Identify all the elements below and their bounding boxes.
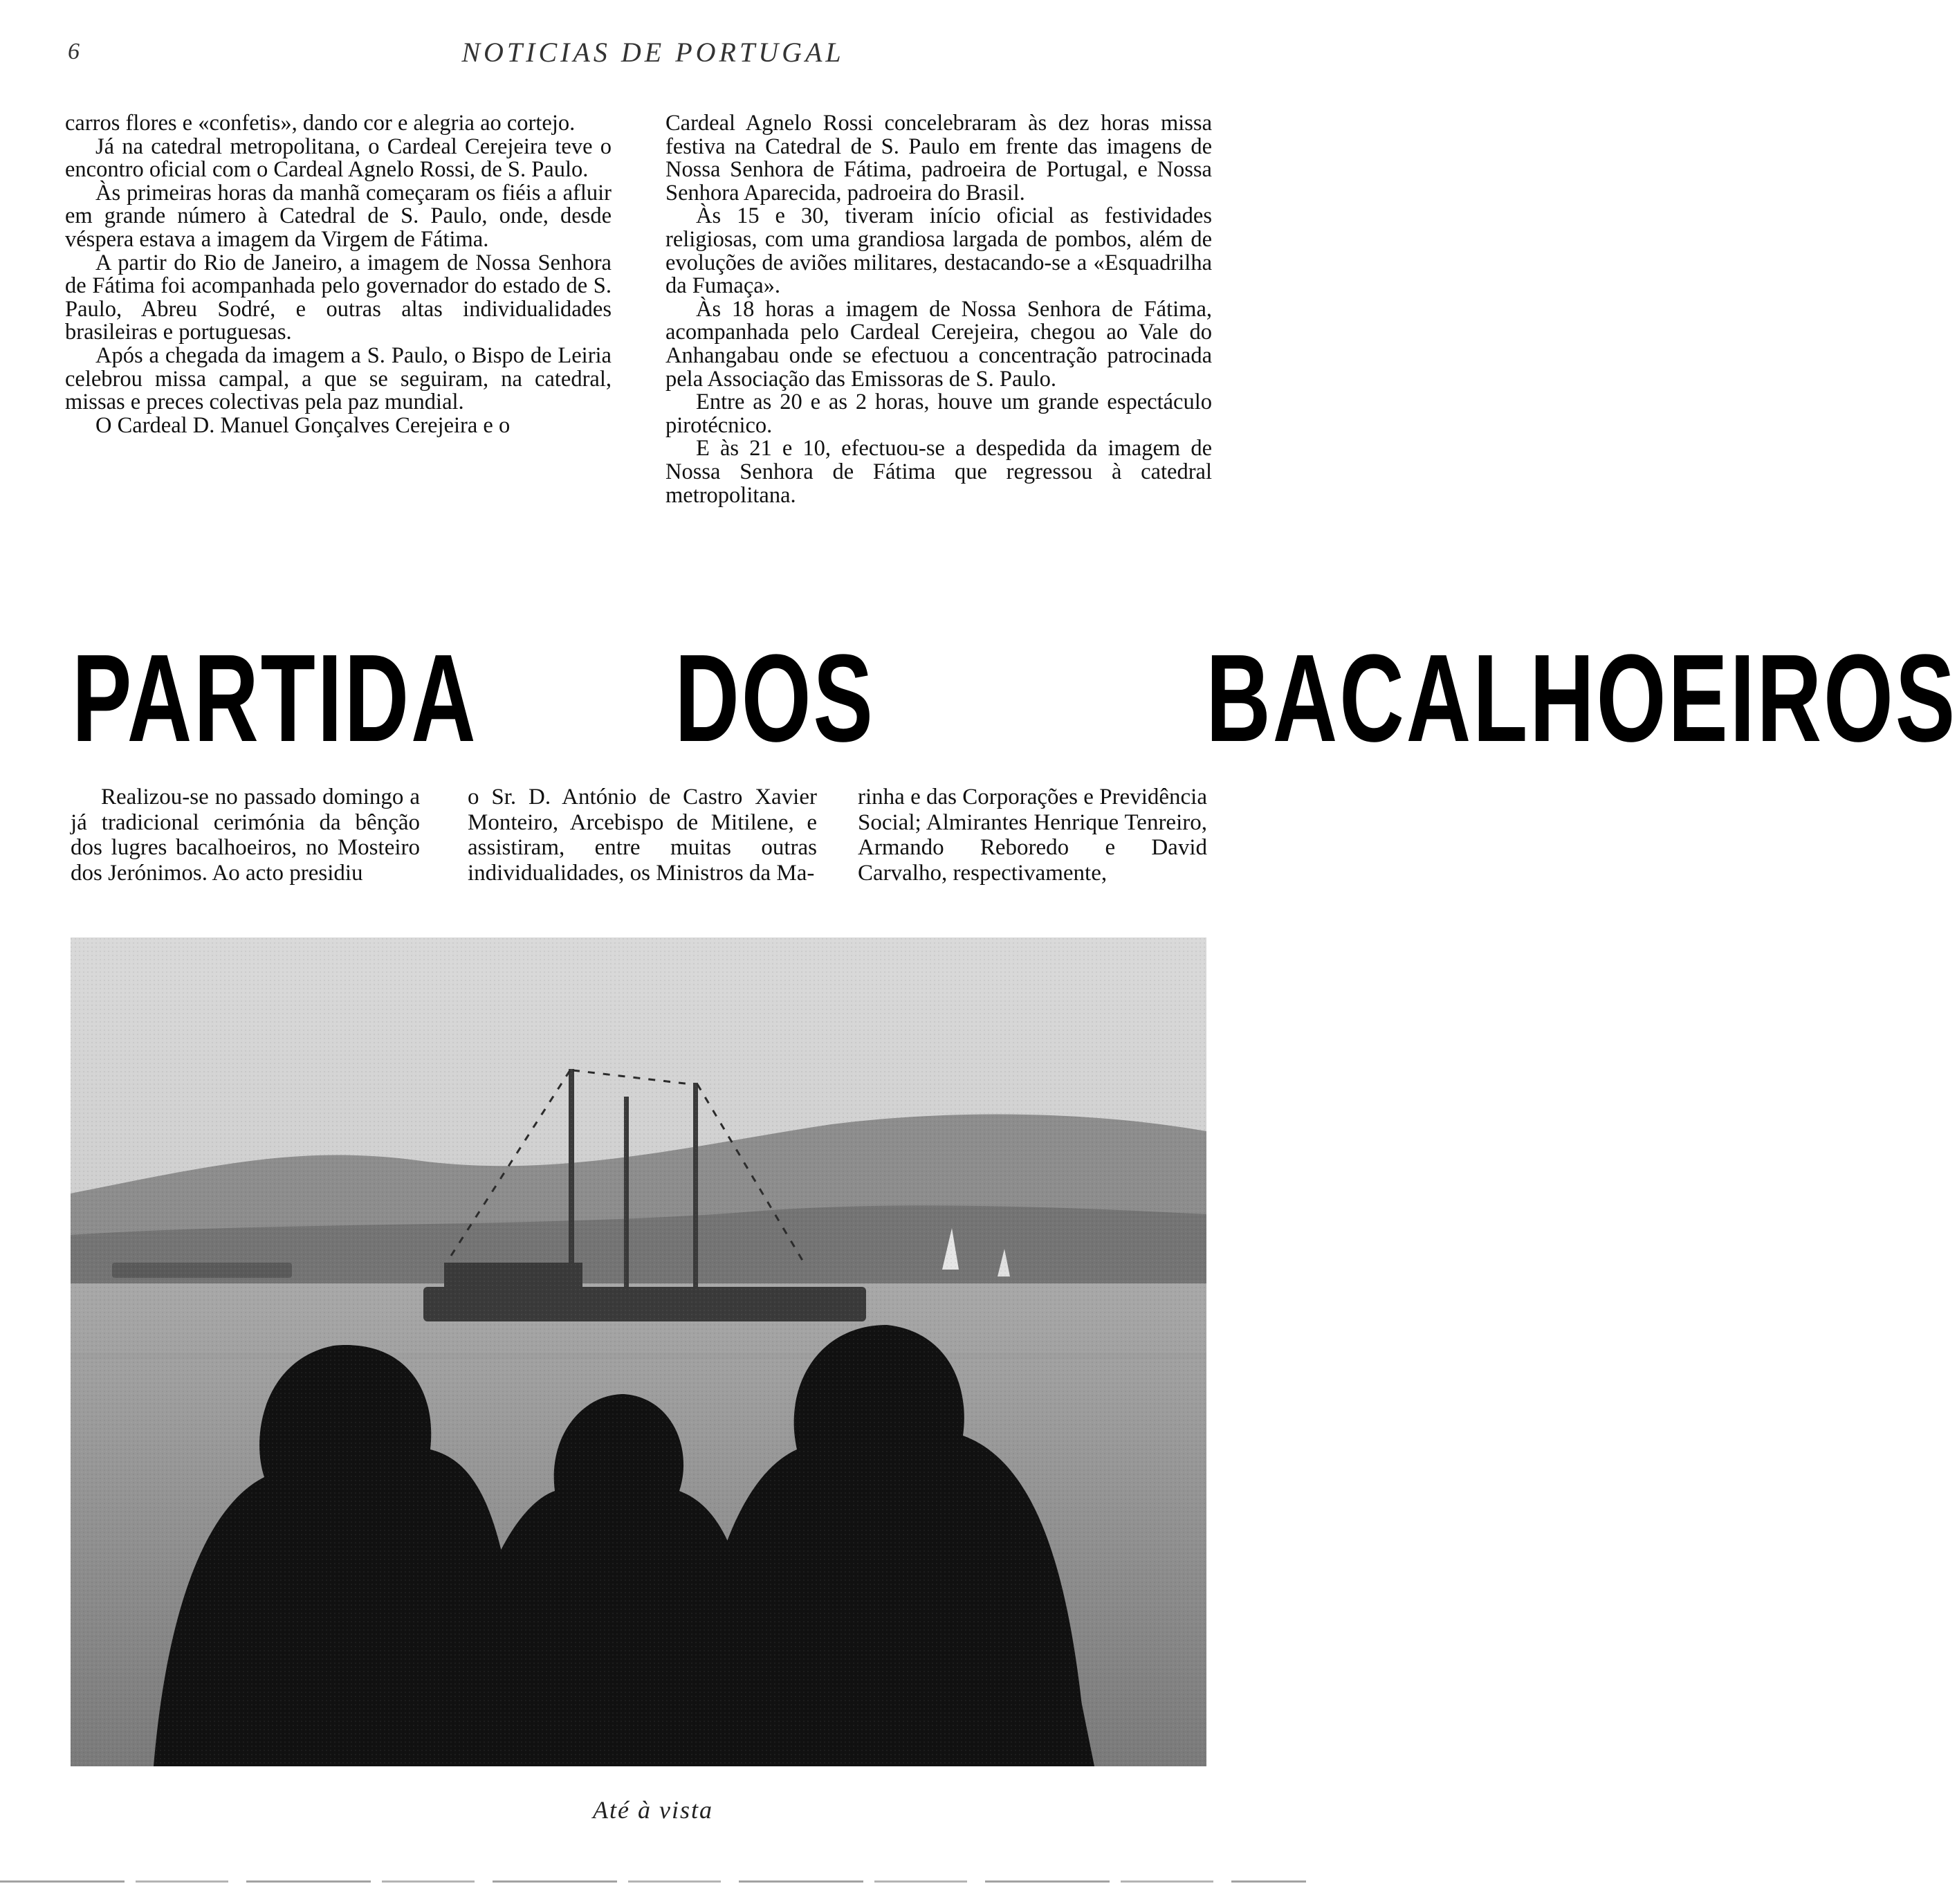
page-number: 6 [68, 39, 80, 64]
paragraph: E às 21 e 10, efectuou-se a despedida da imagem de Nossa Senhora de Fátima que regressou à catedral metropolitana. [665, 436, 1212, 508]
paragraph: carros flores e «confetis», dando cor e alegria ao cortejo. [65, 111, 576, 136]
paragraph: Entre as 20 e as 2 horas, houve um grande espectáculo pirotécnico. [665, 390, 1212, 438]
paragraph: o Sr. D. António de Castro Xavier Monteiro, Arcebispo de Mitilene, e assistiram, entre muitas outras individualidades, os Ministros da Ma- [468, 785, 817, 886]
paragraph: O Cardeal D. Manuel Gonçalves Cerejeira e o [95, 412, 511, 438]
top-article-left-column [65, 112, 612, 437]
story-column-3 [858, 785, 1207, 886]
paragraph: Após a chegada da imagem a S. Paulo, o Bispo de Leiria celebrou missa campal, a que se seguiram, na catedral, missas e preces colectivas pela paz mundial. [65, 342, 612, 415]
headline-word: DOS [674, 629, 875, 768]
paragraph: Cardeal Agnelo Rossi concelebraram às dez horas missa festiva na Catedral de S. Paulo em frente das imagens de Nossa Senhora de Fátima, padroeira de Portugal, e Nossa Senhora Aparecida, padroeira do Brasil. [665, 111, 1212, 205]
paragraph: Às 18 horas a imagem de Nossa Senhora de Fátima, acompanhada pelo Cardeal Cerejeira, chegou ao Vale do Anhangabau onde se efectuou a concentração patrocinada pela Associação das Emissoras de S. Paulo. [665, 296, 1212, 392]
story-column-1 [71, 785, 420, 886]
headline-word: BACALHOEIROS [1205, 629, 1957, 768]
scan-artifact-rule [0, 1880, 1306, 1883]
photo-ships-departing [71, 937, 1206, 1766]
running-title: NOTICIAS DE PORTUGAL [461, 37, 845, 68]
photo-caption: Até à vista [593, 1796, 713, 1824]
paragraph: rinha e das Corporações e Previdência Social; Almirantes Henrique Tenreiro, Armando Reboredo e David Carvalho, respectivamente, [858, 785, 1207, 886]
paragraph: A partir do Rio de Janeiro, a imagem de Nossa Senhora de Fátima foi acompanhada pelo governador do estado de S. Paulo, Abreu Sodré, e outras altas individualidades brasileiras e portuguesas. [65, 250, 612, 345]
headline-word: PARTIDA [72, 629, 478, 768]
story-column-2 [468, 785, 817, 886]
paragraph: Às 15 e 30, tiveram início oficial as festividades religiosas, com uma grandiosa largada de pombos, além de evoluções de aviões militares, destacando-se a «Esquadrilha da Fumaça». [665, 203, 1212, 299]
paragraph: Às primeiras horas da manhã começaram os fiéis a afluir em grande número à Catedral de S. Paulo, onde, desde véspera estava a imagem da Virgem de Fátima. [65, 180, 612, 252]
top-article-right-column [665, 112, 1212, 507]
paragraph: Realizou-se no passado domingo a já tradicional cerimónia da bênção dos lugres bacalhoeiros, no Mosteiro dos Jerónimos. Ao acto presidiu [71, 785, 420, 886]
paragraph: Já na catedral metropolitana, o Cardeal Cerejeira teve o encontro oficial com o Cardeal Agnelo Rossi, de S. Paulo. [65, 134, 612, 183]
headline [72, 629, 1957, 768]
